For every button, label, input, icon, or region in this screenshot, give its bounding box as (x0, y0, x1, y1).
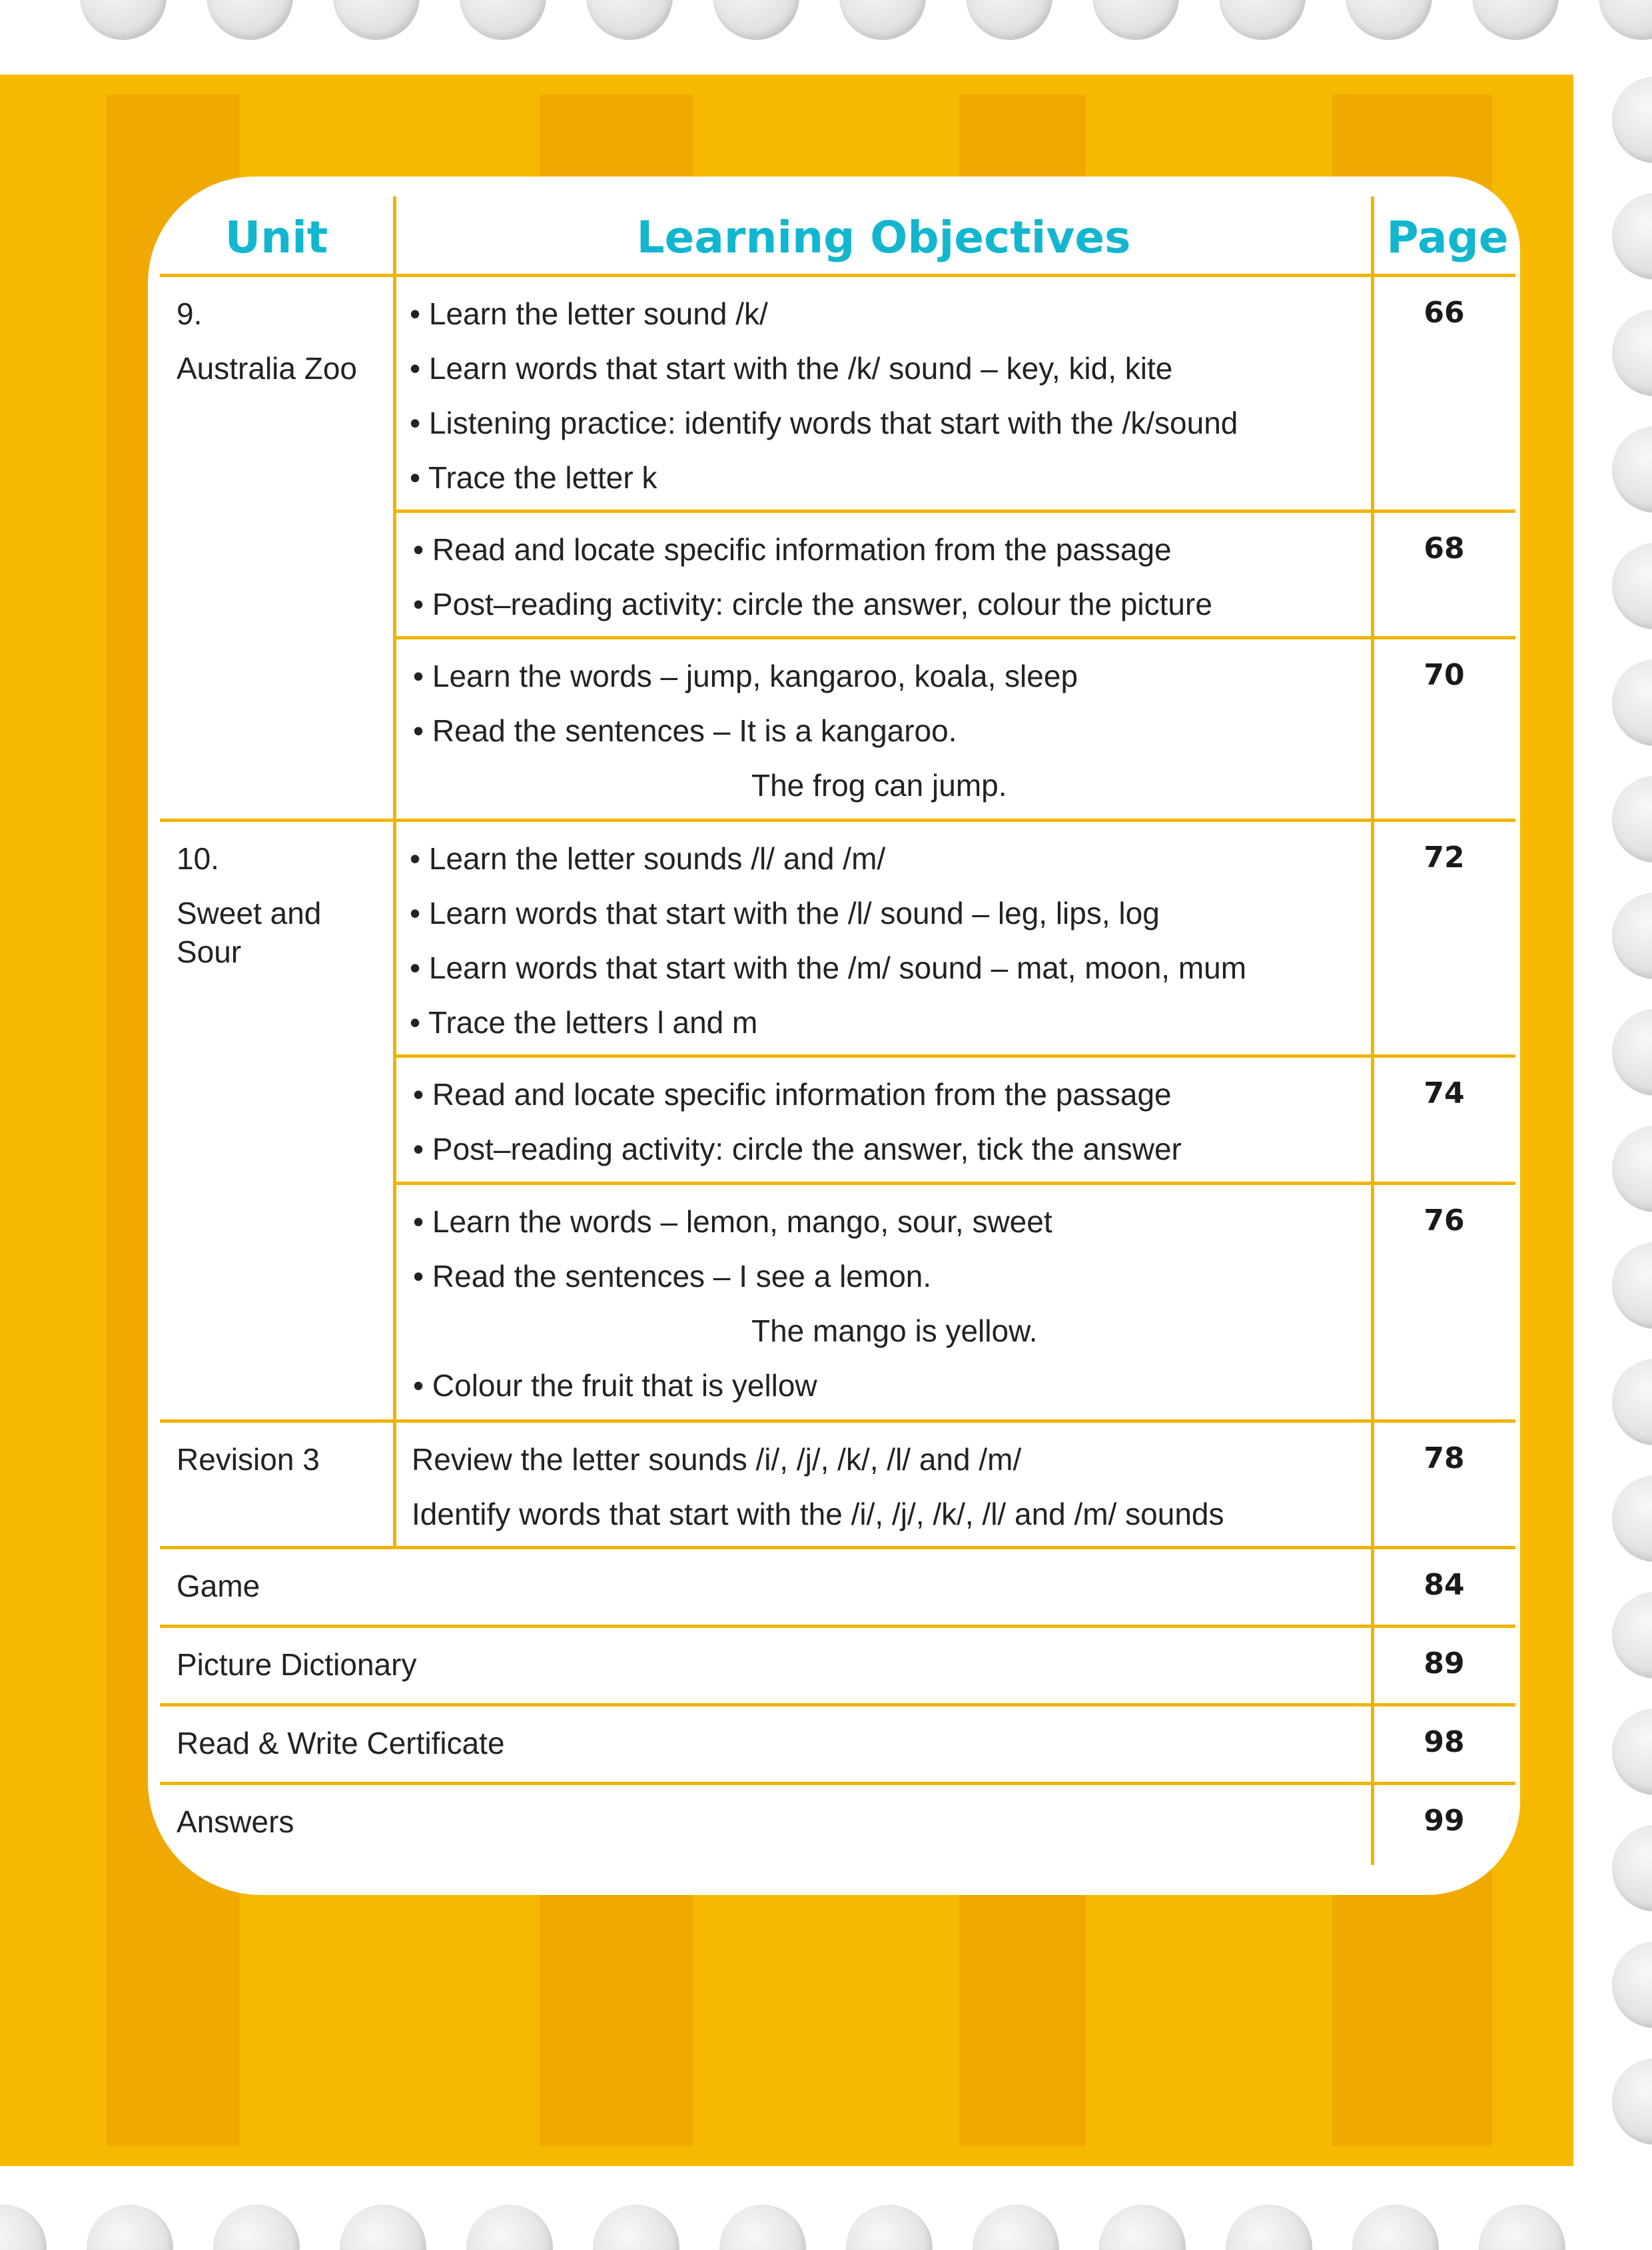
decorative-dot (1472, 0, 1559, 40)
objective-item: • Post–reading activity: circle the answer, colour the picture (413, 587, 1212, 621)
decorative-dot (1612, 310, 1652, 396)
decorative-dot (1612, 1242, 1652, 1329)
decorative-dot (333, 0, 420, 40)
row-divider (160, 1546, 1515, 1549)
objective-item: • Trace the letters l and m (410, 1005, 758, 1040)
decorative-dot (1226, 2205, 1312, 2250)
decorative-dot (80, 0, 167, 40)
extra-row-label: Read & Write Certificate (177, 1726, 505, 1760)
decorative-dot (1352, 2205, 1439, 2250)
decorative-dot (1612, 1942, 1652, 2028)
objective-item: • Read the sentences – It is a kangaroo. (413, 713, 957, 748)
row-divider (394, 1182, 1515, 1185)
objective-item: • Learn the letter sounds /l/ and /m/ (410, 841, 886, 876)
decorative-dot (1092, 0, 1179, 40)
decorative-dot (719, 2205, 806, 2250)
objective-item: • Learn words that start with the /l/ sound – leg, lips, log (410, 896, 1160, 931)
column-divider (1371, 196, 1374, 1865)
decorative-dot (1612, 426, 1652, 513)
page-number: 98 (1424, 1725, 1465, 1759)
objective-item: • Learn words that start with the /m/ sound – mat, moon, mum (410, 950, 1247, 985)
page-column-header: Page (1386, 212, 1509, 263)
objective-item: • Post–reading activity: circle the answer, tick the answer (413, 1132, 1182, 1166)
decorative-dot (87, 2205, 173, 2250)
decorative-dot (1612, 1825, 1652, 1912)
page-number: 74 (1424, 1076, 1465, 1110)
revision-item: Identify words that start with the /i/, /j/, /k/, /l/ and /m/ sounds (412, 1497, 1224, 1531)
decorative-dot (586, 0, 673, 40)
row-divider (160, 1419, 1515, 1423)
decorative-dot (340, 2205, 426, 2250)
decorative-dot (213, 2205, 300, 2250)
decorative-dot (1219, 0, 1306, 40)
extra-row-label: Picture Dictionary (177, 1647, 417, 1682)
decorative-dot (1612, 193, 1652, 280)
decorative-dot (713, 0, 799, 40)
extra-row-label: Answers (177, 1804, 294, 1839)
objective-item: • Learn the words – jump, kangaroo, koala, sleep (413, 659, 1078, 693)
objective-item: • Listening practice: identify words that start with the /k/sound (410, 406, 1238, 440)
decorative-dot (1612, 543, 1652, 629)
decorative-dot (1479, 2205, 1565, 2250)
unit-name: Sweet and (177, 896, 322, 931)
revision-name: Revision 3 (177, 1442, 320, 1477)
decorative-dot (973, 2205, 1059, 2250)
decorative-dot (1099, 2205, 1186, 2250)
objective-item: • Colour the fruit that is yellow (413, 1368, 817, 1403)
page-number: 76 (1424, 1204, 1465, 1238)
decorative-dot (1612, 1359, 1652, 1445)
decorative-dot (1612, 776, 1652, 863)
page-number: 99 (1424, 1804, 1465, 1838)
decorative-dot (1599, 0, 1652, 40)
column-divider (393, 196, 396, 1549)
decorative-dot (1612, 1475, 1652, 1562)
page-number: 78 (1424, 1441, 1465, 1475)
decorative-dot (1612, 1592, 1652, 1679)
decorative-dot (1346, 0, 1432, 40)
page-number: 66 (1424, 296, 1465, 330)
row-divider (394, 510, 1515, 513)
extra-row-label: Game (177, 1569, 260, 1603)
unit-name: Australia Zoo (177, 351, 358, 386)
header-divider (160, 274, 1515, 277)
objective-item: • Read and locate specific information from the passage (413, 1077, 1172, 1112)
page-number: 70 (1424, 658, 1465, 692)
decorative-dot (839, 0, 926, 40)
objective-item: The mango is yellow. (751, 1313, 1038, 1348)
revision-item: Review the letter sounds /i/, /j/, /k/, /l/ and /m/ (412, 1442, 1022, 1477)
row-divider (160, 1703, 1515, 1706)
decorative-dot (1612, 659, 1652, 746)
objective-item: • Read the sentences – I see a lemon. (413, 1259, 932, 1294)
objective-item: • Learn the letter sound /k/ (410, 296, 768, 331)
decorative-dot (1612, 77, 1652, 163)
objective-item: • Read and locate specific information from the passage (413, 532, 1172, 567)
unit-name: Sour (177, 935, 242, 969)
objective-item: • Learn words that start with the /k/ sound – key, kid, kite (410, 351, 1173, 386)
objectives-column-header: Learning Objectives (636, 212, 1131, 263)
objective-item: The frog can jump. (751, 768, 1007, 803)
unit-number: 9. (177, 296, 203, 331)
unit-column-header: Unit (224, 212, 328, 263)
row-divider (394, 1054, 1515, 1058)
decorative-dot (846, 2205, 933, 2250)
decorative-dot (966, 0, 1052, 40)
decorative-dot (1612, 2058, 1652, 2145)
page-number: 89 (1424, 1647, 1465, 1681)
decorative-dot (1612, 893, 1652, 979)
row-divider (160, 819, 1515, 822)
decorative-dot (1612, 1708, 1652, 1795)
decorative-dot (1612, 1009, 1652, 1096)
page-number: 68 (1424, 532, 1465, 565)
page-number: 84 (1424, 1568, 1465, 1602)
row-divider (394, 636, 1515, 639)
decorative-dot (460, 0, 546, 40)
objective-item: • Learn the words – lemon, mango, sour, sweet (413, 1204, 1052, 1239)
decorative-dot (466, 2205, 553, 2250)
unit-number: 10. (177, 841, 219, 876)
decorative-dot (1612, 1126, 1652, 1212)
page-number: 72 (1424, 841, 1465, 875)
row-divider (160, 1625, 1515, 1628)
decorative-dot (0, 2205, 47, 2250)
decorative-dot (593, 2205, 679, 2250)
objective-item: • Trace the letter k (410, 460, 657, 495)
decorative-dot (206, 0, 293, 40)
row-divider (160, 1782, 1515, 1785)
